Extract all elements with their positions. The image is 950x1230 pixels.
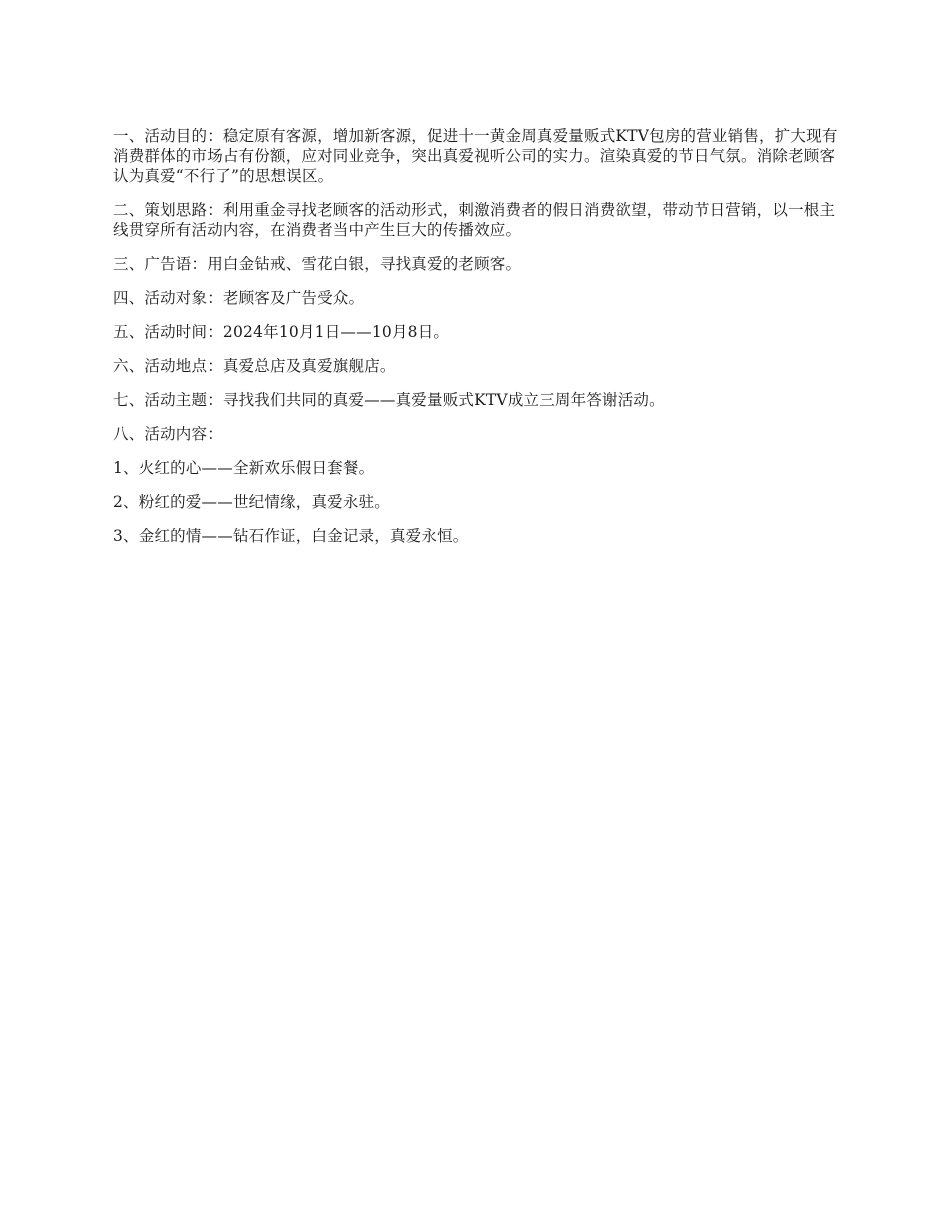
document-body [113, 126, 840, 546]
paragraph-activity-content-heading: 八、活动内容： [113, 425, 223, 443]
paragraph-target-audience: 四、活动对象：老顾客及广告受众。 [113, 289, 365, 307]
paragraph-activity-purpose: 一、活动目的：稳定原有客源，增加新客源，促进十一黄金周真爱量贩式KTV包房的营业销售，扩大现有消费群体的市场占有份额，应对同业竞争，突出真爱视听公司的实力。渲染真爱的节日气氛。消除老顾客认为真爱“不行了”的思想误区。 [113, 127, 838, 185]
paragraph-activity-time: 五、活动时间：2024年10月1日——10月8日。 [113, 323, 450, 341]
paragraph-planning-idea: 二、策划思路：利用重金寻找老顾客的活动形式，刺激消费者的假日消费欲望，带动节日营销，以一根主线贯穿所有活动内容，在消费者当中产生巨大的传播效应。 [113, 201, 836, 239]
paragraph-activity-theme: 七、活动主题：寻找我们共同的真爱——真爱量贩式KTV成立三周年答谢活动。 [113, 391, 665, 409]
list-item-content-2: 2、粉红的爱——世纪情缘，真爱永驻。 [113, 493, 390, 511]
list-item-content-3: 3、金红的情——钻石作证，白金记录，真爱永恒。 [113, 527, 469, 545]
paragraph-activity-location: 六、活动地点：真爱总店及真爱旗舰店。 [113, 357, 396, 375]
list-item-content-1: 1、火红的心——全新欢乐假日套餐。 [113, 459, 375, 477]
paragraph-slogan: 三、广告语：用白金钻戒、雪花白银，寻找真爱的老顾客。 [113, 255, 522, 273]
